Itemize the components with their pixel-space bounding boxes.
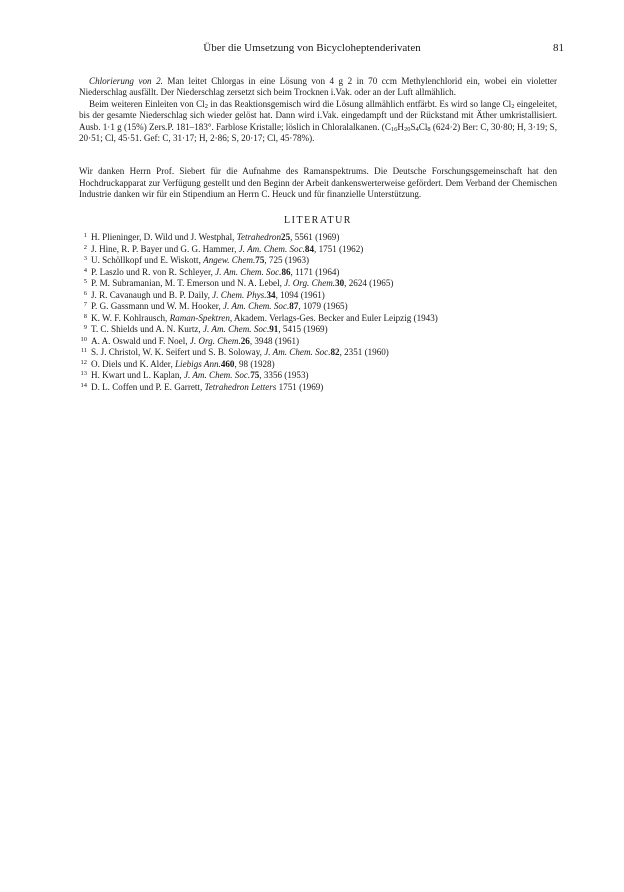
reference-item (79, 359, 557, 371)
reference-authors: J. R. Cavanaugh und B. P. Daily, (91, 289, 213, 300)
text-run: Cl (418, 121, 428, 132)
reference-details: , 2351 (1960) (339, 347, 389, 358)
reference-authors: P. Laszlo und R. von R. Schleyer, (91, 266, 216, 277)
reference-journal: J. Am. Chem. Soc. (202, 324, 270, 335)
reference-number: 10 (80, 335, 87, 343)
reference-volume: 30 (335, 278, 345, 289)
reference-authors: J. Hine, R. P. Bayer und G. G. Hammer, (91, 243, 239, 254)
reference-number: 13 (80, 370, 87, 378)
reference-volume: 75 (250, 370, 260, 381)
reference-item (79, 278, 557, 290)
reference-number: 11 (80, 347, 87, 355)
reference-volume: 82 (330, 347, 340, 358)
reference-number: 8 (83, 312, 87, 320)
reference-details: , 5415 (1969) (278, 324, 328, 335)
reference-authors: P. M. Subramanian, M. T. Emerson und N. A. Lebel, (91, 278, 285, 289)
reference-number: 3 (83, 255, 87, 263)
reference-number: 7 (83, 301, 87, 309)
reference-journal: Angew. Chem. (203, 255, 256, 266)
reference-journal: J. Org. Chem. (284, 278, 336, 289)
reference-number: 2 (83, 243, 87, 251)
reference-item (79, 301, 557, 313)
reference-journal: J. Chem. Phys. (212, 289, 267, 300)
reference-number: 6 (83, 289, 87, 297)
reference-item (79, 382, 557, 394)
reference-number: 5 (83, 278, 87, 286)
reference-authors: S. J. Christol, W. K. Seifert und S. B. Soloway, (91, 347, 265, 358)
subscript: 4 (415, 125, 419, 133)
reference-journal: J. Am. Chem. Soc. (264, 347, 331, 358)
subscript: 8 (427, 125, 431, 133)
reference-item (79, 324, 557, 336)
reference-number: 14 (80, 381, 87, 389)
reference-authors: K. W. F. Kohlrausch, (91, 312, 170, 323)
reference-number: 1 (83, 232, 87, 240)
reference-details: , 5561 (1969) (290, 232, 340, 243)
reference-authors: H. Plieninger, D. Wild und J. Westphal, (91, 232, 237, 243)
reference-list (79, 232, 557, 393)
paragraph-further-chlorination (79, 99, 557, 145)
reference-number: 4 (83, 266, 87, 274)
text-run: in das Reaktionsgemisch wird die Lösung allmählich entfärbt. Es wird so lange Cl (207, 98, 512, 109)
reference-details: 1751 (1969) (276, 381, 324, 392)
reference-authors: D. L. Coffen und P. E. Garrett, (91, 381, 205, 392)
reference-volume: 86 (281, 266, 291, 277)
reference-volume: 84 (304, 243, 315, 254)
subscript: 20 (403, 125, 411, 133)
text-run: S (410, 121, 416, 132)
reference-journal: Raman-Spektren (169, 312, 230, 323)
reference-journal: J. Am. Chem. Soc. (215, 266, 282, 277)
paragraph-heading: Chlorierung von 2. (89, 76, 163, 86)
reference-journal: Tetrahedron (236, 232, 282, 243)
reference-details: , 98 (1928) (234, 358, 275, 369)
reference-volume: 25 (281, 232, 291, 243)
reference-volume: 26 (240, 335, 250, 346)
reference-volume: 34 (266, 289, 276, 300)
reference-journal: J. Am. Chem. Soc. (183, 370, 251, 381)
subscript: 2 (511, 102, 515, 110)
reference-authors: T. C. Shields und A. N. Kurtz, (91, 324, 203, 335)
reference-journal: Liebigs Ann. (175, 358, 221, 369)
subscript: 16 (390, 125, 398, 133)
text-run: Beim weiteren Einleiten von Cl (89, 98, 205, 109)
reference-authors: A. A. Oswald und F. Noel, (91, 335, 190, 346)
reference-number: 12 (80, 358, 87, 366)
references-heading: LITERATUR (284, 214, 352, 226)
subscript: 2 (204, 102, 208, 110)
reference-item (79, 313, 557, 325)
paragraph-text: Man leitet Chlorgas in eine Lösung von 4 g 2 in 70 ccm Methylenchlorid ein, wobei ein violetter Niederschlag ausfällt. Der Niederschlag zersetzt sich beim Trocknen i.Vak. oder an der Luft allmählich. (79, 76, 557, 98)
reference-item (79, 244, 557, 256)
reference-volume: 75 (255, 255, 265, 266)
reference-details: , 725 (1963) (264, 255, 310, 266)
reference-volume: 87 (289, 301, 299, 312)
reference-details: , 1171 (1964) (290, 266, 340, 277)
reference-details: , 1751 (1962) (314, 243, 364, 254)
reference-authors: O. Diels und K. Alder, (91, 358, 175, 369)
reference-details: , Akadem. Verlags-Ges. Becker and Euler Leipzig (1943) (229, 312, 438, 323)
paragraph-chlorination (79, 76, 557, 99)
acknowledgements: Wir danken Herrn Prof. Siebert für die Aufnahme des Ramanspektrums. Die Deutsche Forschungsgemeinschaft hat den Hochdruckapparat zur Verfügung gestellt und den Beginn der Arbeit dankenswerterweise gefördert. Dem Verband der Chemischen Industrie danken wir für ein Stipendium an Herrn C. Heuck und für finanzielle Unterstützung. (79, 166, 557, 200)
article-body (79, 76, 557, 393)
reference-journal: J. Org. Chem. (189, 335, 241, 346)
running-title: Über die Umsetzung von Bicycloheptenderivaten (203, 42, 421, 54)
reference-item (79, 370, 557, 382)
reference-journal: Tetrahedron Letters (204, 381, 277, 392)
reference-item (79, 255, 557, 267)
reference-item (79, 347, 557, 359)
reference-details: , 2624 (1965) (344, 278, 394, 289)
reference-authors: U. Schöllkopf und E. Wiskott, (91, 255, 204, 266)
reference-item (79, 267, 557, 279)
running-header (60, 42, 564, 58)
reference-details: , 3356 (1953) (259, 370, 309, 381)
reference-authors: H. Kwart und L. Kaplan, (91, 370, 184, 381)
reference-details: , 3948 (1961) (249, 335, 300, 346)
page-number: 81 (553, 42, 564, 54)
reference-journal: J. Am. Chem. Soc. (238, 243, 305, 254)
reference-number: 9 (83, 324, 87, 332)
reference-item (79, 290, 557, 302)
reference-authors: P. G. Gassmann und W. M. Hooker, (91, 301, 223, 312)
reference-volume: 460 (220, 358, 235, 369)
text-run: H (397, 121, 404, 132)
reference-item (79, 336, 557, 348)
reference-journal: J. Am. Chem. Soc. (223, 301, 290, 312)
reference-item (79, 232, 557, 244)
reference-volume: 91 (269, 324, 279, 335)
reference-details: , 1094 (1961) (275, 289, 325, 300)
reference-details: , 1079 (1965) (298, 301, 348, 312)
text-run: eingeleitet, bis der gesamte Niederschlag sich wieder gelöst hat. Dann wird i.Vak. eingedampft und der Rückstand mit Äther umkristallisiert. Ausb. 1·1 g (15%) Zers.P. 181–183°. Farblose Kristalle; löslich in Chloralalkanen. (C (79, 98, 557, 132)
text-run: (624·2) Ber: C, 30·80; H, 3·19; S, 20·51; Cl, 45·51. Gef: C, 31·17; H, 2·86; S, 20·17; Cl, 45·78%). (79, 121, 557, 144)
